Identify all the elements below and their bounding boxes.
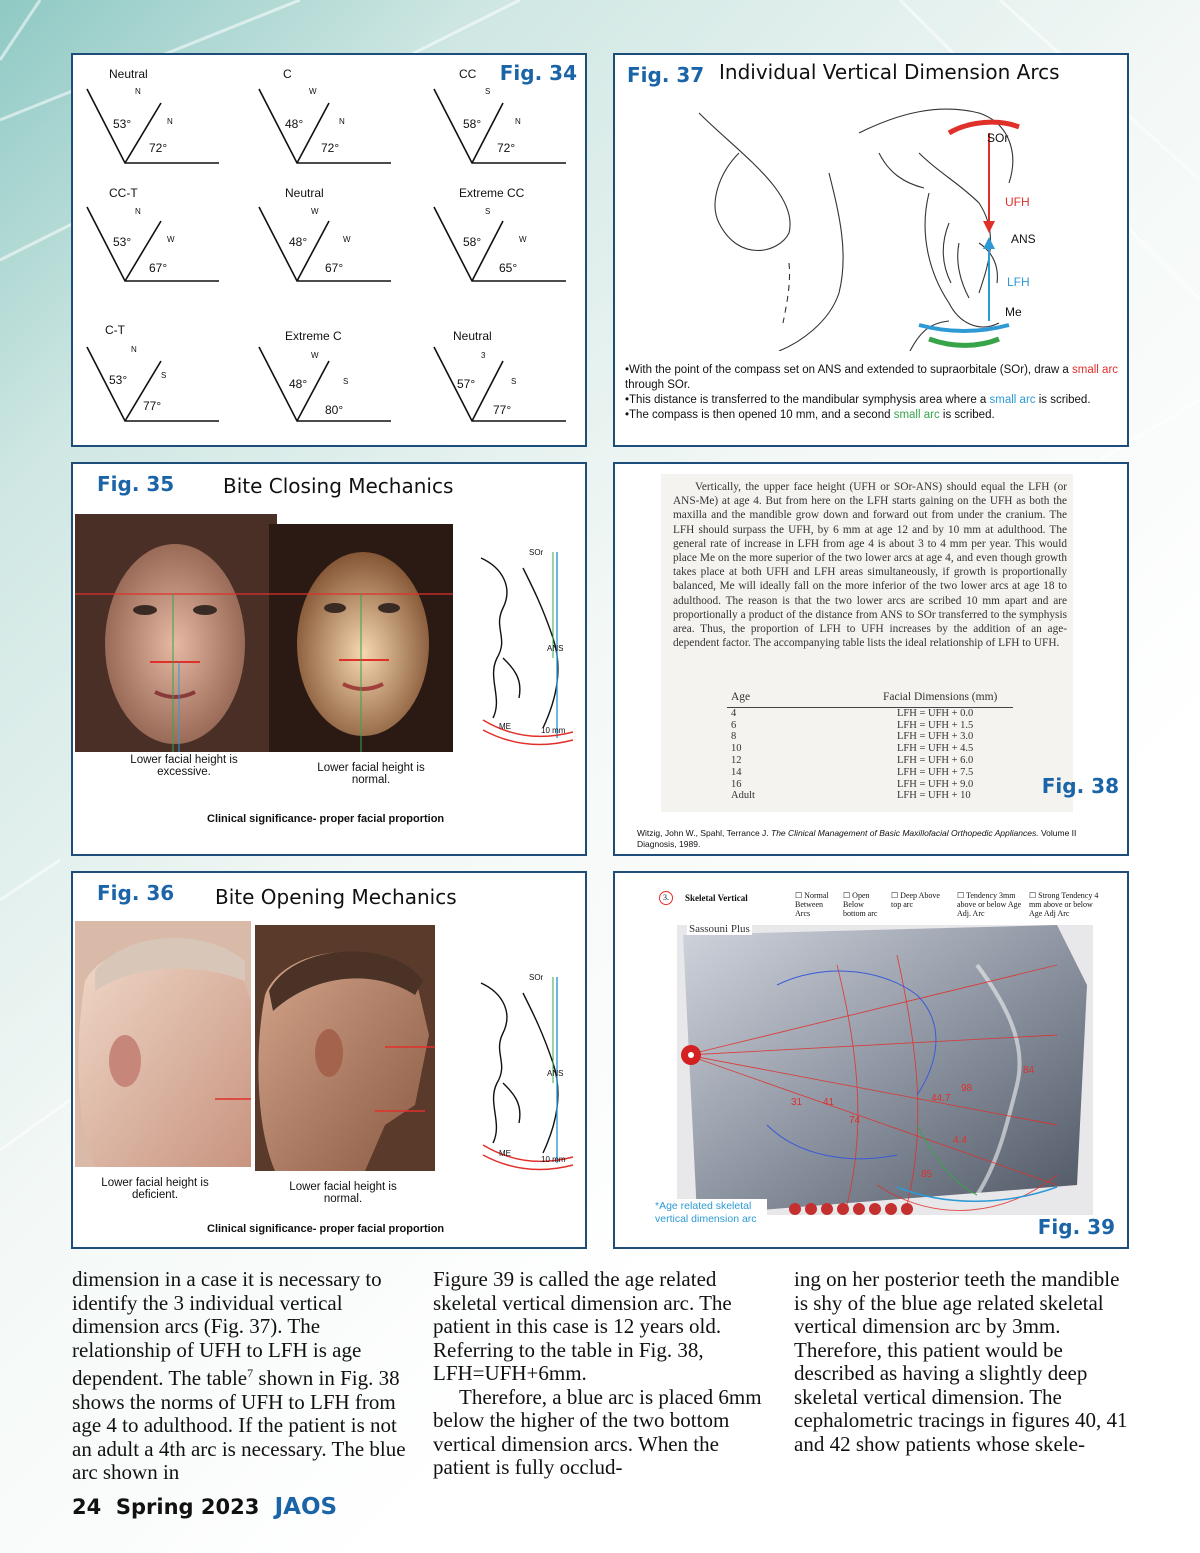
panel-left-angle: 48° <box>289 377 308 391</box>
panel-top: N <box>135 87 141 96</box>
table-row: 10 LFH = UFH + 4.5 <box>731 743 974 755</box>
section-title: Skeletal Vertical <box>685 893 748 903</box>
profile-photo-normal <box>255 925 435 1171</box>
value-a: 84 <box>1023 1065 1035 1076</box>
panel-mid: N <box>167 117 173 126</box>
panel-top: S <box>485 87 491 96</box>
header-age: Age <box>731 691 751 703</box>
panel-title: C <box>283 67 292 81</box>
figure-label: Fig. 34 <box>499 61 577 85</box>
value-h: 85 <box>921 1169 933 1180</box>
value-e: 41 <box>823 1097 835 1108</box>
tracing-label-sor: SOr <box>987 131 1009 145</box>
panel-top: N <box>131 345 137 354</box>
profile-tracing <box>473 548 583 748</box>
figure-title: Individual Vertical Dimension Arcs <box>719 60 1060 84</box>
figure-34 <box>71 53 587 447</box>
panel-right-angle: 72° <box>321 141 340 155</box>
tracing-label-sor: SOr <box>529 548 544 557</box>
panel-title: Extreme CC <box>459 186 525 200</box>
panel-right-angle: 80° <box>325 403 344 417</box>
panel-right-angle: 77° <box>493 403 512 417</box>
panel-title: Neutral <box>285 186 324 200</box>
panel-title: Extreme C <box>285 329 342 343</box>
option-deep[interactable]: ☐ Deep Above top arc <box>891 891 940 909</box>
option-tendency[interactable]: ☐ Tendency 3mm above or below Age Adj. Arc <box>957 891 1022 918</box>
tracing-label-10mm: 10 mm <box>541 1155 566 1164</box>
profile-tracing <box>473 973 583 1173</box>
value-b: 98 <box>961 1083 973 1094</box>
panel-mid: S <box>343 377 349 386</box>
panel-mid: S <box>511 377 517 386</box>
panel-mid: W <box>343 235 351 244</box>
table-row: 4 LFH = UFH + 0.0 <box>731 707 974 719</box>
tracing-label-lfh: LFH <box>1007 275 1030 289</box>
caption-normal: Lower facial height is normal. <box>289 1181 397 1205</box>
figure-label: Fig. 37 <box>627 63 705 87</box>
panel-title: CC <box>459 67 477 81</box>
instruction-3: •The compass is then opened 10 mm, and a second small arc is scribed. <box>625 409 995 421</box>
fig37-instructions <box>625 363 1119 423</box>
column-3-text: ing on her posterior teeth the mandible is shy of the blue age related skeletal vertical dimension arc by 3mm. Therefore, this patient would be described as having a slightly deep skeletal vertical dimension. The cephalometric tracings in figures 40, 41 and 42 show patients whose skele- <box>794 1267 1128 1456</box>
panel-left-angle: 58° <box>463 235 482 249</box>
panel-top: 3 <box>481 351 486 360</box>
section-number: 3. <box>659 891 673 905</box>
tracing-label-ufh: UFH <box>1005 195 1030 209</box>
figure-label: Fig. 36 <box>97 881 175 905</box>
tracing-label-ans: ANS <box>547 644 564 653</box>
excerpt-paragraph: Vertically, the upper face height (UFH or SOr-ANS) should equal the LFH (or ANS-Me) at age 4. But from here on the LFH starts gaining on the UFH as both the maxilla and the mandible grow down and forward out from under the cranium. The LFH should surpass the UFH, by 6 mm at age 12 and by 10 mm at adulthood. The general rate of increase in LFH from age 4 is about 3 to 4 mm per year. This would place Me on the more superior of the two lower arcs at age 4, and even though growth takes place at both UFH and LFH areas simultaneously, if growth is proportionally balanced, Me will ideally fall on the more inferior of the two lower arcs at age 18 to adulthood. The reason is that the two lower arcs are scribed 10 mm apart and are proportionally a product of the distance from ANS to SOr transferred to the symphysis area. Thus, the proportion of LFH to UFH increases by the addition of an age-dependent factor. The accompanying table lists the ideal relationship of LFH to UFH. <box>673 481 1067 650</box>
caption-normal: Lower facial height is normal. <box>317 762 425 786</box>
panel-title: Neutral <box>453 329 492 343</box>
figure-title: Bite Closing Mechanics <box>223 474 454 498</box>
table-row: 8 LFH = UFH + 3.0 <box>731 731 974 743</box>
instruction-1: •With the point of the compass set on ANS and extended to supraorbitale (SOr), draw a small arc through SOr. <box>625 364 1119 391</box>
tracing-label-ans: ANS <box>1011 232 1036 246</box>
panel-top: W <box>311 207 319 216</box>
panel-left-angle: 48° <box>285 117 304 131</box>
panel-top: W <box>309 87 317 96</box>
panel-right-angle: 72° <box>149 141 168 155</box>
body-column-1 <box>72 1268 410 1485</box>
face-photo-normal <box>269 524 453 752</box>
figure-label: Fig. 39 <box>1037 1215 1115 1239</box>
tracing-label-10mm: 10 mm <box>541 726 566 735</box>
value-f: 74 <box>849 1115 861 1126</box>
panel-left-angle: 53° <box>113 235 132 249</box>
citation: Witzig, John W., Spahl, Terrance J. The Clinical Management of Basic Maxillofacial Orthopedic Appliances. Volume II Diagnosis, 1989. <box>637 828 1077 849</box>
figure-38 <box>613 462 1129 856</box>
table-row: 6 LFH = UFH + 1.5 <box>731 719 974 731</box>
figure-39 <box>613 871 1129 1249</box>
age-arc-note: *Age related skeletal vertical dimension arc <box>653 1199 767 1227</box>
panel-left-angle: 57° <box>457 377 476 391</box>
panel-left-angle: 48° <box>289 235 308 249</box>
panel-title: Neutral <box>109 67 148 81</box>
clinical-significance: Clinical significance- proper facial proportion <box>207 813 445 825</box>
body-column-2 <box>433 1268 771 1480</box>
clinical-significance: Clinical significance- proper facial proportion <box>207 1223 445 1235</box>
value-g: 4.4 <box>953 1135 967 1146</box>
panel-mid: N <box>339 117 345 126</box>
tracing-label-me: ME <box>499 1149 511 1158</box>
value-c: 44.7 <box>931 1093 951 1104</box>
norms-table <box>727 692 1013 802</box>
profile-photo-deficient <box>75 921 251 1167</box>
panel-title: C-T <box>105 323 125 337</box>
panel-right-angle: 77° <box>143 399 162 413</box>
panel-left-angle: 58° <box>463 117 482 131</box>
figure-36 <box>71 871 587 1249</box>
figure-label: Fig. 35 <box>97 472 175 496</box>
sassouni-label: Sassouni Plus <box>689 923 750 935</box>
column-2-paragraph-2: Therefore, a blue arc is placed 6mm below the higher of the two bottom vertical dimension arcs. When the patient is fully occlud- <box>433 1384 762 1479</box>
column-1-text: dimension in a case it is necessary to identify the 3 individual vertical dimension arcs (Fig. 37). The relationship of UFH to LFH is age dependent. The table$^7$ shown in Fig. 38 shows the norms of UFH to LFH from age 4 to adulthood. If the patient is not an adult a 4th arc is necessary. The blue arc shown in <box>72 1267 406 1484</box>
header-dims: Facial Dimensions (mm) <box>883 691 998 703</box>
option-strong-tendency[interactable]: ☐ Strong Tendency 4 mm above or below Age Adj Arc <box>1029 891 1099 918</box>
panel-left-angle: 53° <box>113 117 132 131</box>
figure-37 <box>613 53 1129 447</box>
panel-top: N <box>135 207 141 216</box>
table-row: Adult LFH = UFH + 10 <box>731 790 971 802</box>
panel-mid: S <box>161 371 167 380</box>
table-row: 16 LFH = UFH + 9.0 <box>731 778 974 790</box>
panel-right-angle: 67° <box>325 261 344 275</box>
journal-name: JAOS <box>274 1494 338 1520</box>
panel-top: S <box>485 207 491 216</box>
option-open[interactable]: ☐ Open Below bottom arc <box>843 891 878 918</box>
panel-mid: W <box>519 235 527 244</box>
caption-deficient: Lower facial height is deficient. <box>101 1177 209 1201</box>
tracing-label-me: ME <box>499 722 511 731</box>
instruction-2: •This distance is transferred to the mandibular symphysis area where a small arc is scribed. <box>625 394 1091 406</box>
option-normal[interactable]: ☐ Normal Between Arcs <box>795 891 829 918</box>
body-column-3 <box>794 1268 1132 1456</box>
table-header <box>727 692 1013 707</box>
face-photo-excessive <box>75 514 277 752</box>
caption-excessive: Lower facial height is excessive. <box>130 754 238 778</box>
tracing-label-sor: SOr <box>529 973 544 982</box>
panel-title: CC-T <box>109 186 138 200</box>
panel-right-angle: 72° <box>497 141 516 155</box>
page-number: 24 <box>72 1495 102 1519</box>
figure-title: Bite Opening Mechanics <box>215 885 457 909</box>
angle-diagrams <box>73 55 585 445</box>
issue-label: Spring 2023 <box>115 1495 260 1519</box>
figure-label: Fig. 38 <box>1041 774 1119 798</box>
panel-right-angle: 65° <box>499 261 518 275</box>
tracing-label-me: Me <box>1005 305 1022 319</box>
panel-mid: W <box>167 235 175 244</box>
table-row: 12 LFH = UFH + 6.0 <box>731 754 974 766</box>
tracing-label-ans: ANS <box>547 1069 564 1078</box>
table-row: 14 LFH = UFH + 7.5 <box>731 766 974 778</box>
figure-35 <box>71 462 587 856</box>
panel-right-angle: 67° <box>149 261 168 275</box>
column-2-paragraph-1: Figure 39 is called the age related skeletal vertical dimension arc. The patient in this case is 12 years old. Referring to the table in Fig. 38, LFH=UFH+6mm. <box>433 1267 732 1385</box>
panel-top: W <box>311 351 319 360</box>
panel-mid: N <box>515 117 521 126</box>
page-footer <box>72 1494 337 1520</box>
panel-left-angle: 53° <box>109 373 128 387</box>
value-d: 31 <box>791 1097 803 1108</box>
